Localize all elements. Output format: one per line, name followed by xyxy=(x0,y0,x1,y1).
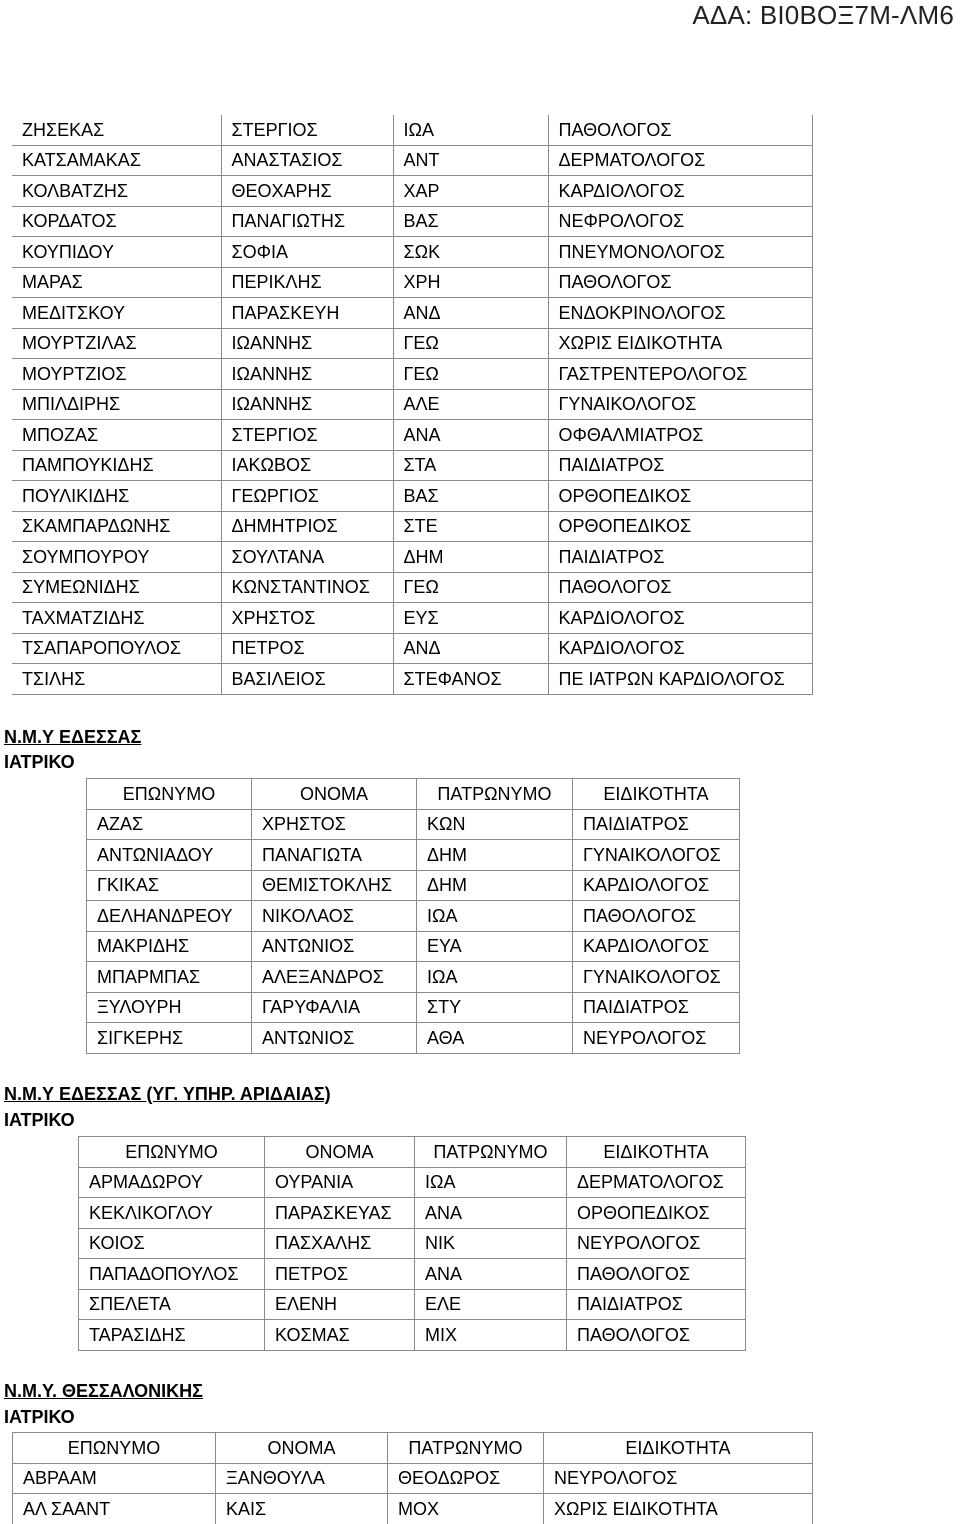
column-header-surname: ΕΠΩΝΥΜΟ xyxy=(87,779,252,810)
cell-specialty: ΠΑΘΟΛΟΓΟΣ xyxy=(567,1320,746,1351)
cell-name: ΠΑΡΑΣΚΕΥΑΣ xyxy=(265,1198,415,1229)
cell-surname: ΑΛ ΣΑΑΝΤ xyxy=(13,1494,216,1524)
table-row xyxy=(12,176,812,207)
cell-surname: ΠΑΠΑΔΟΠΟΥΛΟΣ xyxy=(79,1259,265,1290)
cell-patronymic: ΣΤΕΦΑΝΟΣ xyxy=(393,664,548,695)
cell-name: ΠΕΡΙΚΛΗΣ xyxy=(221,267,393,298)
table-row xyxy=(13,1463,813,1494)
cell-name: ΑΝΑΣΤΑΣΙΟΣ xyxy=(221,145,393,176)
cell-specialty: ΓΥΝΑΙΚΟΛΟΓΟΣ xyxy=(573,962,740,993)
cell-specialty: ΓΑΣΤΡΕΝΤΕΡΟΛΟΓΟΣ xyxy=(548,359,812,390)
section-subtitle-aridaia: ΙΑΤΡΙΚΟ xyxy=(4,1110,75,1130)
cell-specialty: ΠΑΙΔΙΑΤΡΟΣ xyxy=(548,450,812,481)
cell-name: ΚΟΣΜΑΣ xyxy=(265,1320,415,1351)
table-row xyxy=(12,389,812,420)
cell-patronymic: ΔΗΜ xyxy=(393,542,548,573)
cell-surname: ΤΣΙΛΗΣ xyxy=(12,664,221,695)
cell-patronymic: ΣΤΥ xyxy=(417,992,573,1023)
section-title-aridaia: Ν.Μ.Υ ΕΔΕΣΣΑΣ (ΥΓ. ΥΠΗΡ. ΑΡΙΔΑΙΑΣ) xyxy=(4,1084,331,1104)
cell-specialty: ΠΑΙΔΙΑΤΡΟΣ xyxy=(573,809,740,840)
table-row xyxy=(12,664,812,695)
table-row xyxy=(12,145,812,176)
table-row xyxy=(87,840,740,871)
cell-patronymic: ΕΥΑ xyxy=(417,931,573,962)
table-row xyxy=(79,1289,746,1320)
table-row xyxy=(12,328,812,359)
cell-patronymic: ΑΝΔ xyxy=(393,633,548,664)
column-header-name: ΟΝΟΜΑ xyxy=(252,779,417,810)
cell-specialty: ΝΕΦΡΟΛΟΓΟΣ xyxy=(548,206,812,237)
table-row xyxy=(87,962,740,993)
cell-surname: ΠΟΥΛΙΚΙΔΗΣ xyxy=(12,481,221,512)
cell-patronymic: ΣΤΕ xyxy=(393,511,548,542)
ada-identifier: ΑΔΑ: ΒΙ0ΒΟΞ7Μ-ΛΜ6 xyxy=(692,0,954,30)
cell-specialty: ΠΑΘΟΛΟΓΟΣ xyxy=(548,572,812,603)
cell-surname: ΑΝΤΩΝΙΑΔΟΥ xyxy=(87,840,252,871)
cell-surname: ΑΖΑΣ xyxy=(87,809,252,840)
table-row xyxy=(12,359,812,390)
table-row xyxy=(79,1259,746,1290)
cell-patronymic: ΒΑΣ xyxy=(393,206,548,237)
cell-name: ΓΕΩΡΓΙΟΣ xyxy=(221,481,393,512)
cell-name: ΔΗΜΗΤΡΙΟΣ xyxy=(221,511,393,542)
cell-surname: ΑΒΡΑΑΜ xyxy=(13,1463,216,1494)
section-title-edessa: Ν.Μ.Υ ΕΔΕΣΣΑΣ xyxy=(4,727,142,747)
doctors-table-continued xyxy=(12,115,813,695)
cell-patronymic: ΑΝΑ xyxy=(415,1259,567,1290)
cell-name: ΚΑΙΣ xyxy=(216,1494,388,1524)
cell-patronymic: ΣΤΑ xyxy=(393,450,548,481)
table-row xyxy=(87,870,740,901)
cell-patronymic: ΕΛΕ xyxy=(415,1289,567,1320)
cell-specialty: ΚΑΡΔΙΟΛΟΓΟΣ xyxy=(573,931,740,962)
table-row xyxy=(79,1228,746,1259)
cell-patronymic: ΑΝΑ xyxy=(415,1198,567,1229)
column-header-surname: ΕΠΩΝΥΜΟ xyxy=(79,1137,265,1168)
cell-patronymic: ΔΗΜ xyxy=(417,870,573,901)
cell-surname: ΚΟΛΒΑΤΖΗΣ xyxy=(12,176,221,207)
table-row xyxy=(87,901,740,932)
cell-specialty: ΠΑΘΟΛΟΓΟΣ xyxy=(567,1259,746,1290)
cell-name: ΠΕΤΡΟΣ xyxy=(221,633,393,664)
cell-name: ΑΛΕΞΑΝΔΡΟΣ xyxy=(252,962,417,993)
cell-patronymic: ΣΩΚ xyxy=(393,237,548,268)
cell-name: ΠΑΝΑΓΙΩΤΑ xyxy=(252,840,417,871)
cell-surname: ΜΠΙΛΔΙΡΗΣ xyxy=(12,389,221,420)
cell-patronymic: ΜΟΧ xyxy=(388,1494,544,1524)
cell-name: ΙΩΑΝΝΗΣ xyxy=(221,328,393,359)
table-header-row xyxy=(79,1137,746,1168)
table-header-row xyxy=(87,779,740,810)
cell-patronymic: ΙΩΑ xyxy=(417,901,573,932)
cell-name: ΙΑΚΩΒΟΣ xyxy=(221,450,393,481)
cell-name: ΘΕΜΙΣΤΟΚΛΗΣ xyxy=(252,870,417,901)
cell-surname: ΚΕΚΛΙΚΟΓΛΟΥ xyxy=(79,1198,265,1229)
cell-specialty: ΠΑΘΟΛΟΓΟΣ xyxy=(573,901,740,932)
cell-specialty: ΕΝΔΟΚΡΙΝΟΛΟΓΟΣ xyxy=(548,298,812,329)
cell-surname: ΤΑΡΑΣΙΔΗΣ xyxy=(79,1320,265,1351)
cell-patronymic: ΑΝΑ xyxy=(393,420,548,451)
cell-specialty: ΝΕΥΡΟΛΟΓΟΣ xyxy=(544,1463,813,1494)
table-row xyxy=(12,572,812,603)
table-row xyxy=(12,420,812,451)
cell-surname: ΜΕΔΙΤΣΚΟΥ xyxy=(12,298,221,329)
cell-patronymic: ΙΩΑ xyxy=(415,1167,567,1198)
cell-surname: ΜΠΟΖΑΣ xyxy=(12,420,221,451)
cell-specialty: ΠΑΘΟΛΟΓΟΣ xyxy=(548,267,812,298)
cell-surname: ΤΑΧΜΑΤΖΙΔΗΣ xyxy=(12,603,221,634)
doctors-table-edessa xyxy=(86,778,740,1054)
cell-name: ΠΑΣΧΑΛΗΣ xyxy=(265,1228,415,1259)
cell-specialty: ΔΕΡΜΑΤΟΛΟΓΟΣ xyxy=(548,145,812,176)
table-row xyxy=(12,298,812,329)
table-row xyxy=(79,1198,746,1229)
table-row xyxy=(12,603,812,634)
cell-surname: ΑΡΜΑΔΩΡΟΥ xyxy=(79,1167,265,1198)
cell-specialty: ΚΑΡΔΙΟΛΟΓΟΣ xyxy=(548,633,812,664)
table-row xyxy=(79,1320,746,1351)
cell-patronymic: ΔΗΜ xyxy=(417,840,573,871)
column-header-surname: ΕΠΩΝΥΜΟ xyxy=(13,1433,216,1464)
cell-specialty: ΚΑΡΔΙΟΛΟΓΟΣ xyxy=(573,870,740,901)
cell-name: ΧΡΗΣΤΟΣ xyxy=(252,809,417,840)
table-row xyxy=(12,450,812,481)
table-row xyxy=(87,1023,740,1054)
cell-patronymic: ΙΩΑ xyxy=(393,115,548,145)
table-row xyxy=(12,115,812,145)
cell-surname: ΜΠΑΡΜΠΑΣ xyxy=(87,962,252,993)
cell-name: ΑΝΤΩΝΙΟΣ xyxy=(252,1023,417,1054)
cell-patronymic: ΝΙΚ xyxy=(415,1228,567,1259)
table-row xyxy=(13,1494,813,1524)
cell-specialty: ΓΥΝΑΙΚΟΛΟΓΟΣ xyxy=(548,389,812,420)
cell-specialty: ΚΑΡΔΙΟΛΟΓΟΣ xyxy=(548,603,812,634)
table-row xyxy=(12,633,812,664)
table-row xyxy=(79,1167,746,1198)
cell-patronymic: ΜΙΧ xyxy=(415,1320,567,1351)
column-header-specialty: ΕΙΔΙΚΟΤΗΤΑ xyxy=(567,1137,746,1168)
table-row xyxy=(12,511,812,542)
cell-surname: ΜΑΚΡΙΔΗΣ xyxy=(87,931,252,962)
cell-name: ΣΤΕΡΓΙΟΣ xyxy=(221,115,393,145)
cell-patronymic: ΑΘΑ xyxy=(417,1023,573,1054)
cell-name: ΘΕΟΧΑΡΗΣ xyxy=(221,176,393,207)
cell-surname: ΜΟΥΡΤΖΙΛΑΣ xyxy=(12,328,221,359)
cell-patronymic: ΘΕΟΔΩΡΟΣ xyxy=(388,1463,544,1494)
cell-surname: ΚΟΙΟΣ xyxy=(79,1228,265,1259)
cell-surname: ΠΑΜΠΟΥΚΙΔΗΣ xyxy=(12,450,221,481)
column-header-patronymic: ΠΑΤΡΩΝΥΜΟ xyxy=(388,1433,544,1464)
cell-patronymic: ΚΩΝ xyxy=(417,809,573,840)
cell-name: ΒΑΣΙΛΕΙΟΣ xyxy=(221,664,393,695)
doctors-table-thessaloniki xyxy=(12,1432,813,1524)
cell-name: ΑΝΤΩΝΙΟΣ xyxy=(252,931,417,962)
cell-specialty: ΝΕΥΡΟΛΟΓΟΣ xyxy=(567,1228,746,1259)
cell-patronymic: ΧΡΗ xyxy=(393,267,548,298)
cell-specialty: ΝΕΥΡΟΛΟΓΟΣ xyxy=(573,1023,740,1054)
cell-name: ΣΤΕΡΓΙΟΣ xyxy=(221,420,393,451)
table-row xyxy=(87,992,740,1023)
doctors-table-aridaia xyxy=(78,1136,746,1351)
cell-surname: ΜΟΥΡΤΖΙΟΣ xyxy=(12,359,221,390)
table-row xyxy=(12,542,812,573)
cell-specialty: ΠΝΕΥΜΟΝΟΛΟΓΟΣ xyxy=(548,237,812,268)
column-header-name: ΟΝΟΜΑ xyxy=(216,1433,388,1464)
cell-specialty: ΟΡΘΟΠΕΔΙΚΟΣ xyxy=(548,511,812,542)
cell-surname: ΖΗΣΕΚΑΣ xyxy=(12,115,221,145)
cell-name: ΞΑΝΘΟΥΛΑ xyxy=(216,1463,388,1494)
cell-specialty: ΔΕΡΜΑΤΟΛΟΓΟΣ xyxy=(567,1167,746,1198)
table-header-row xyxy=(13,1433,813,1464)
cell-surname: ΔΕΛΗΑΝΔΡΕΟΥ xyxy=(87,901,252,932)
column-header-name: ΟΝΟΜΑ xyxy=(265,1137,415,1168)
cell-specialty: ΧΩΡΙΣ ΕΙΔΙΚΟΤΗΤΑ xyxy=(544,1494,813,1524)
table-row xyxy=(12,267,812,298)
cell-surname: ΣΟΥΜΠΟΥΡΟΥ xyxy=(12,542,221,573)
cell-specialty: ΠΑΙΔΙΑΤΡΟΣ xyxy=(567,1289,746,1320)
cell-specialty: ΠΑΘΟΛΟΓΟΣ xyxy=(548,115,812,145)
cell-name: ΧΡΗΣΤΟΣ xyxy=(221,603,393,634)
section-subtitle-thessaloniki: ΙΑΤΡΙΚΟ xyxy=(4,1407,75,1427)
cell-specialty: ΟΡΘΟΠΕΔΙΚΟΣ xyxy=(548,481,812,512)
cell-surname: ΚΟΡΔΑΤΟΣ xyxy=(12,206,221,237)
cell-surname: ΞΥΛΟΥΡΗ xyxy=(87,992,252,1023)
column-header-patronymic: ΠΑΤΡΩΝΥΜΟ xyxy=(417,779,573,810)
cell-name: ΕΛΕΝΗ xyxy=(265,1289,415,1320)
cell-name: ΠΕΤΡΟΣ xyxy=(265,1259,415,1290)
cell-patronymic: ΓΕΩ xyxy=(393,328,548,359)
column-header-specialty: ΕΙΔΙΚΟΤΗΤΑ xyxy=(573,779,740,810)
cell-patronymic: ΑΛΕ xyxy=(393,389,548,420)
cell-patronymic: ΑΝΤ xyxy=(393,145,548,176)
table-row xyxy=(87,809,740,840)
cell-surname: ΣΠΕΛΕΤΑ xyxy=(79,1289,265,1320)
cell-specialty: ΠΑΙΔΙΑΤΡΟΣ xyxy=(573,992,740,1023)
cell-surname: ΣΚΑΜΠΑΡΔΩΝΗΣ xyxy=(12,511,221,542)
table-row xyxy=(87,931,740,962)
table-row xyxy=(12,481,812,512)
cell-specialty: ΚΑΡΔΙΟΛΟΓΟΣ xyxy=(548,176,812,207)
cell-name: ΙΩΑΝΝΗΣ xyxy=(221,359,393,390)
table-row xyxy=(12,237,812,268)
cell-patronymic: ΓΕΩ xyxy=(393,572,548,603)
cell-specialty: ΠΑΙΔΙΑΤΡΟΣ xyxy=(548,542,812,573)
cell-patronymic: ΕΥΣ xyxy=(393,603,548,634)
cell-surname: ΣΙΓΚΕΡΗΣ xyxy=(87,1023,252,1054)
cell-surname: ΣΥΜΕΩΝΙΔΗΣ xyxy=(12,572,221,603)
cell-surname: ΓΚΙΚΑΣ xyxy=(87,870,252,901)
cell-patronymic: ΙΩΑ xyxy=(417,962,573,993)
cell-name: ΙΩΑΝΝΗΣ xyxy=(221,389,393,420)
cell-specialty: ΟΦΘΑΛΜΙΑΤΡΟΣ xyxy=(548,420,812,451)
cell-name: ΠΑΝΑΓΙΩΤΗΣ xyxy=(221,206,393,237)
cell-name: ΠΑΡΑΣΚΕΥΗ xyxy=(221,298,393,329)
cell-patronymic: ΧΑΡ xyxy=(393,176,548,207)
section-subtitle-edessa: ΙΑΤΡΙΚΟ xyxy=(4,752,75,772)
cell-name: ΚΩΝΣΤΑΝΤΙΝΟΣ xyxy=(221,572,393,603)
cell-patronymic: ΑΝΔ xyxy=(393,298,548,329)
cell-name: ΓΑΡΥΦΑΛΙΑ xyxy=(252,992,417,1023)
cell-patronymic: ΒΑΣ xyxy=(393,481,548,512)
cell-surname: ΚΟΥΠΙΔΟΥ xyxy=(12,237,221,268)
cell-specialty: ΠΕ ΙΑΤΡΩΝ ΚΑΡΔΙΟΛΟΓΟΣ xyxy=(548,664,812,695)
cell-name: ΝΙΚΟΛΑΟΣ xyxy=(252,901,417,932)
table-row xyxy=(12,206,812,237)
cell-patronymic: ΓΕΩ xyxy=(393,359,548,390)
column-header-patronymic: ΠΑΤΡΩΝΥΜΟ xyxy=(415,1137,567,1168)
cell-surname: ΤΣΑΠΑΡΟΠΟΥΛΟΣ xyxy=(12,633,221,664)
cell-specialty: ΧΩΡΙΣ ΕΙΔΙΚΟΤΗΤΑ xyxy=(548,328,812,359)
column-header-specialty: ΕΙΔΙΚΟΤΗΤΑ xyxy=(544,1433,813,1464)
cell-surname: ΜΑΡΑΣ xyxy=(12,267,221,298)
cell-name: ΣΟΦΙΑ xyxy=(221,237,393,268)
section-title-thessaloniki: Ν.Μ.Υ. ΘΕΣΣΑΛΟΝΙΚΗΣ xyxy=(4,1381,203,1401)
cell-name: ΟΥΡΑΝΙΑ xyxy=(265,1167,415,1198)
cell-specialty: ΟΡΘΟΠΕΔΙΚΟΣ xyxy=(567,1198,746,1229)
cell-surname: ΚΑΤΣΑΜΑΚΑΣ xyxy=(12,145,221,176)
cell-specialty: ΓΥΝΑΙΚΟΛΟΓΟΣ xyxy=(573,840,740,871)
cell-name: ΣΟΥΛΤΑΝΑ xyxy=(221,542,393,573)
